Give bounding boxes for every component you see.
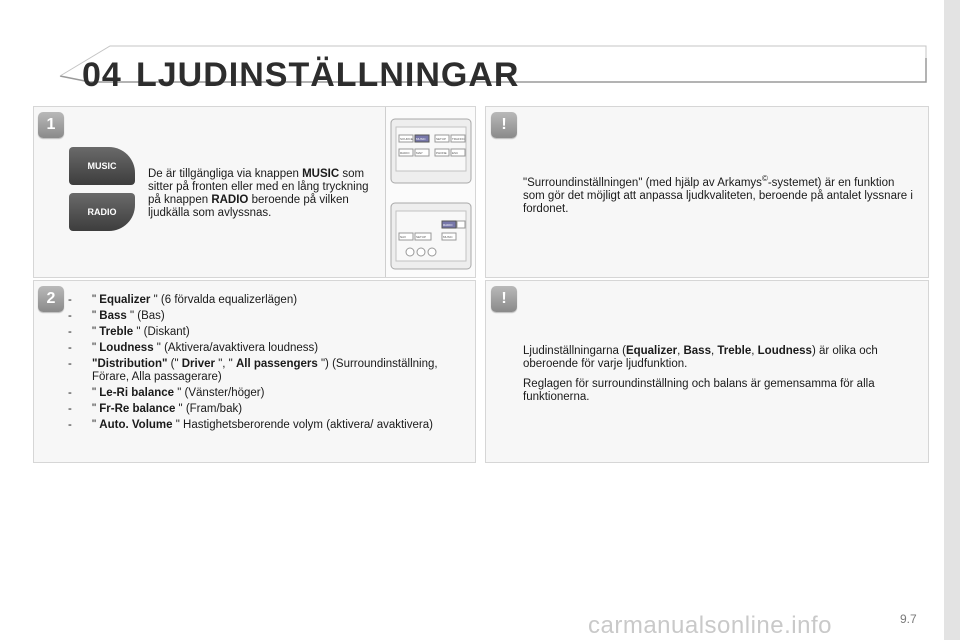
quote: ", " — [215, 358, 236, 370]
setting-description: " (Aktivera/avaktivera loudness) — [153, 342, 319, 354]
warning-icon: ! — [491, 112, 517, 138]
page-number: 9.7 — [900, 612, 917, 626]
dash: - — [68, 342, 72, 354]
chapter-number: 04 — [82, 56, 122, 94]
quote: " — [92, 294, 100, 306]
settings-list — [68, 294, 468, 435]
paragraph — [523, 345, 923, 371]
illu-btn-nav: NAV — [400, 235, 406, 239]
list-item — [68, 310, 468, 323]
setting-description: " (Diskant) — [133, 326, 190, 338]
list-item — [68, 403, 468, 416]
setting-term: Equalizer — [99, 294, 151, 306]
setting-term: Bass — [99, 310, 127, 322]
quote: " — [92, 419, 100, 431]
access-description — [148, 168, 380, 220]
text-part: Ljudinställningarna ( — [523, 345, 626, 357]
quote: " — [92, 310, 100, 322]
quote: " — [92, 342, 100, 354]
list-item — [68, 326, 468, 339]
text-part: ) är olika och oberoende för varje ljudfunktion. — [523, 345, 878, 370]
illu-btn-phone: PHONE — [436, 151, 447, 155]
copyright-mark: © — [761, 174, 768, 183]
text-part: beroende på vilken ljudkälla som avlyssnas. — [148, 194, 349, 219]
dash: - — [68, 326, 72, 338]
radio-unit-illustration — [385, 107, 475, 277]
separator: , — [710, 345, 718, 357]
independence-description — [523, 345, 923, 411]
dash: - — [68, 403, 72, 415]
setting-term: Treble — [99, 326, 134, 338]
setting-term: Le-Ri balance — [99, 387, 175, 399]
step-1-badge: 1 — [38, 112, 64, 138]
dash: - — [68, 358, 72, 370]
setting-term: Equalizer — [625, 345, 678, 357]
setting-description: " (Fram/bak) — [175, 403, 243, 415]
illu-btn-setup: SETUP — [436, 137, 447, 141]
quote: " — [92, 326, 100, 338]
separator: , — [677, 345, 684, 357]
surround-description — [523, 172, 918, 216]
setting-term: Treble — [717, 345, 752, 357]
setting-term: All passengers — [235, 358, 318, 370]
radio-unit-drawing — [386, 107, 476, 277]
list-item — [68, 358, 468, 384]
paragraph: Reglagen för surroundinställning och balans är gemensamma för alla funktionerna. — [523, 378, 875, 403]
quote: " — [92, 403, 100, 415]
illu-btn-source: SOURCE — [400, 137, 413, 141]
chapter-title: LJUDINSTÄLLNINGAR — [136, 56, 520, 94]
setting-term: "Distribution" — [92, 358, 168, 370]
quote: (" — [167, 358, 182, 370]
illu-btn-radio: RADIO — [400, 151, 410, 155]
quote: " — [92, 387, 100, 399]
chapter-header — [0, 0, 944, 100]
illu-btn-traffic: TRAFFIC — [452, 137, 465, 141]
illu-btn-radio-2: RADIO — [443, 223, 453, 227]
text-part: "Surroundinställningen" (med hjälp av Arkamys — [523, 176, 762, 189]
setting-term: Bass — [683, 345, 711, 357]
illu-btn-esc: ESC — [452, 151, 459, 155]
list-item — [68, 387, 468, 400]
setting-description: " (6 förvalda equalizerlägen) — [150, 294, 298, 306]
list-item — [68, 342, 468, 355]
text-part: som sitter på fronten eller med en lång tryckning på knappen — [148, 168, 369, 206]
setting-description: " (Vänster/höger) — [174, 387, 265, 399]
dash: - — [68, 419, 72, 431]
text-part: -systemet) är en funktion som gör det möjligt att anpassa ljudkvaliteten, beroende på antalet lyssnare i fordonet. — [523, 176, 913, 215]
separator: , — [751, 345, 758, 357]
warning-icon: ! — [491, 286, 517, 312]
radio-button-image: RADIO — [69, 193, 135, 231]
dash: - — [68, 387, 72, 399]
page-edge-strip — [944, 0, 960, 640]
setting-description: " (Bas) — [126, 310, 165, 322]
illu-btn-music-2: MUSIC — [443, 235, 453, 239]
setting-term: Fr-Re balance — [99, 403, 176, 415]
list-item — [68, 419, 468, 432]
setting-term: Loudness — [757, 345, 812, 357]
text-part: De är tillgängliga via knappen — [148, 168, 303, 180]
setting-term: Loudness — [99, 342, 154, 354]
list-item — [68, 294, 468, 307]
setting-description: ") (Surroundinställning, Förare, Alla passagerare) — [92, 358, 438, 383]
watermark: carmanualsonline.info — [588, 612, 832, 639]
dash: - — [68, 310, 72, 322]
setting-term: Auto. Volume — [99, 419, 173, 431]
radio-term: RADIO — [211, 194, 249, 206]
music-button-image: MUSIC — [69, 147, 135, 185]
music-term: MUSIC — [302, 168, 340, 180]
setting-term: Driver — [181, 358, 215, 370]
step-2-badge: 2 — [38, 286, 64, 312]
setting-description: " Hastighetsberorende volym (aktivera/ avaktivera) — [172, 419, 433, 431]
illu-btn-setup-2: SETUP — [416, 235, 427, 239]
dash: - — [68, 294, 72, 306]
illu-btn-music: MUSIC — [416, 137, 426, 141]
illu-btn-map: MAP — [416, 151, 423, 155]
